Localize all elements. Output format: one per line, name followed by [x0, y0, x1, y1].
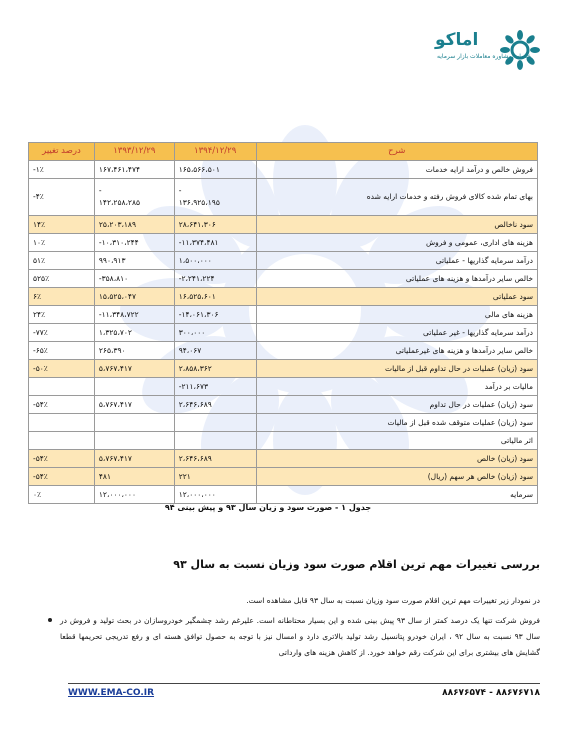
- row-value-1393: ۲۶۵،۳۹۰: [94, 342, 174, 360]
- row-value-1394: ۲۸،۶۴۱،۳۰۶: [174, 216, 256, 234]
- row-description: سود (زیان) خالص هر سهم (ریال): [256, 468, 537, 486]
- row-change-percent: -۱٪: [29, 161, 95, 179]
- table-row: [29, 486, 538, 504]
- table-row: [29, 216, 538, 234]
- row-value-1393: ۱۲،۰۰۰،۰۰۰: [94, 486, 174, 504]
- row-change-percent: ۵۲۵٪: [29, 270, 95, 288]
- row-description: خالص سایر درآمدها و هزینه های عملیاتی: [256, 270, 537, 288]
- table-row: [29, 324, 538, 342]
- header-description: شرح: [256, 143, 537, 161]
- row-value-1394: -۱۴،۰۶۱،۳۰۶: [174, 306, 256, 324]
- row-description: هزینه های اداری، عمومی و فروش: [256, 234, 537, 252]
- row-value-1394: [174, 432, 256, 450]
- table-row: [29, 360, 538, 378]
- row-change-percent: ۶٪: [29, 288, 95, 306]
- footer-website-link[interactable]: WWW.EMA-CO.IR: [68, 688, 155, 698]
- logo-tagline: خدمات مشاوره معاملات بازار سرمایه: [437, 53, 532, 60]
- logo-name: اماکو: [435, 30, 479, 50]
- row-description: درآمد سرمایه گذاریها - غیر عملیاتی: [256, 324, 537, 342]
- row-value-1393: ۱۶۷،۴۶۱،۴۷۴: [94, 161, 174, 179]
- row-value-1394: ۲،۶۴۶،۶۸۹: [174, 396, 256, 414]
- row-value-1393: ۹۹۰،۹۱۳: [94, 252, 174, 270]
- row-change-percent: [29, 414, 95, 432]
- table-row: [29, 161, 538, 179]
- row-description: سود (زیان) خالص: [256, 450, 537, 468]
- section-heading: بررسی تغییرات مهم ترین اقلام صورت سود وزیان نسبت به سال ۹۳: [173, 558, 540, 571]
- row-change-percent: -۷۷٪: [29, 324, 95, 342]
- row-value-1393: ۵،۷۶۷،۴۱۷: [94, 360, 174, 378]
- row-description: سرمایه: [256, 486, 537, 504]
- row-change-percent: ۲۴٪: [29, 306, 95, 324]
- table-row: [29, 468, 538, 486]
- row-description: سود (زیان) عملیات متوقف شده قبل از مالیات: [256, 414, 537, 432]
- row-change-percent: -۵۴٪: [29, 450, 95, 468]
- header-change-percent: درصد تغییر: [29, 143, 95, 161]
- row-value-1393: -۱۱،۳۴۸،۷۲۲: [94, 306, 174, 324]
- row-value-1394: ۱۶۵،۵۶۶،۵۰۱: [174, 161, 256, 179]
- footer-divider: [68, 683, 540, 684]
- table-row: [29, 179, 538, 216]
- table-row: [29, 234, 538, 252]
- row-change-percent: ۱۰٪: [29, 234, 95, 252]
- row-change-percent: -۵۰٪: [29, 360, 95, 378]
- row-change-percent: -۶۵٪: [29, 342, 95, 360]
- row-value-1393: [94, 414, 174, 432]
- row-description: سود عملیاتی: [256, 288, 537, 306]
- row-value-1393: -۳۵۸،۸۱۰: [94, 270, 174, 288]
- row-value-1394: [174, 414, 256, 432]
- income-statement-table: [28, 142, 538, 504]
- row-value-1394: -۱۱،۳۷۴،۴۸۱: [174, 234, 256, 252]
- header-1394: ۱۳۹۴/۱۲/۲۹: [174, 143, 256, 161]
- table-caption: جدول ۱ - صورت سود و زیان سال ۹۳ و پیش بینی ۹۴: [164, 503, 372, 512]
- row-value-1394: ۲،۶۴۶،۶۸۹: [174, 450, 256, 468]
- row-change-percent: [29, 378, 95, 396]
- row-value-1394: ۱۲،۰۰۰،۰۰۰: [174, 486, 256, 504]
- row-description: بهای تمام شده کالای فروش رفته و خدمات ارایه شده: [256, 179, 537, 216]
- row-value-1394: ۲،۸۵۸،۳۶۲: [174, 360, 256, 378]
- row-change-percent: ۱۴٪: [29, 216, 95, 234]
- row-value-1394: ۳۰۰،۰۰۰: [174, 324, 256, 342]
- row-description: اثر مالیاتی: [256, 432, 537, 450]
- table-row: [29, 270, 538, 288]
- table-row: [29, 432, 538, 450]
- footer-phone: ۸۸۶۷۶۷۱۸ - ۸۸۶۷۶۵۷۴: [442, 688, 540, 698]
- row-value-1394: ۲۲۱: [174, 468, 256, 486]
- row-value-1393: [94, 432, 174, 450]
- table-row: [29, 378, 538, 396]
- row-value-1394: -۲۱۱،۶۷۳: [174, 378, 256, 396]
- row-description: سود (زیان) عملیات در حال تداوم: [256, 396, 537, 414]
- row-value-1393: ۵،۷۶۷،۴۱۷: [94, 396, 174, 414]
- table-row: [29, 414, 538, 432]
- row-value-1393: ۲۵،۲۰۳،۱۸۹: [94, 216, 174, 234]
- table-row: [29, 252, 538, 270]
- row-value-1393: - ۱۴۲،۲۵۸،۲۸۵: [94, 179, 174, 216]
- row-description: درآمد سرمایه گذاریها - عملیاتی: [256, 252, 537, 270]
- row-description: مالیات بر درآمد: [256, 378, 537, 396]
- row-value-1393: ۱،۳۲۵،۷۰۲: [94, 324, 174, 342]
- row-value-1393: ۱۵،۵۲۵،۰۴۷: [94, 288, 174, 306]
- row-change-percent: -۵۴٪: [29, 468, 95, 486]
- section-intro: در نمودار زیر تغییرات مهم ترین اقلام صورت سود وزیان نسبت به سال ۹۳ قابل مشاهده است.: [246, 596, 540, 605]
- row-value-1394: - ۱۳۶،۹۲۵،۱۹۵: [174, 179, 256, 216]
- row-value-1393: ۵،۷۶۷،۴۱۷: [94, 450, 174, 468]
- table-row: [29, 342, 538, 360]
- table-row: [29, 288, 538, 306]
- table-row: [29, 450, 538, 468]
- row-change-percent: ۵۱٪: [29, 252, 95, 270]
- row-value-1394: ۱۶،۵۲۵،۶۰۱: [174, 288, 256, 306]
- row-description: سود ناخالص: [256, 216, 537, 234]
- row-value-1393: -۱۰،۳۱۰،۲۴۴: [94, 234, 174, 252]
- header-1393: ۱۳۹۳/۱۲/۲۹: [94, 143, 174, 161]
- row-value-1394: ۱،۵۰۰،۰۰۰: [174, 252, 256, 270]
- row-value-1393: ۴۸۱: [94, 468, 174, 486]
- row-change-percent: -۴٪: [29, 179, 95, 216]
- row-value-1394: -۲،۲۴۱،۲۲۴: [174, 270, 256, 288]
- row-change-percent: ۰٪: [29, 486, 95, 504]
- row-value-1394: ۹۴،۰۶۷: [174, 342, 256, 360]
- row-change-percent: [29, 432, 95, 450]
- table-row: [29, 306, 538, 324]
- row-change-percent: -۵۴٪: [29, 396, 95, 414]
- bullet-icon: [48, 618, 52, 622]
- row-description: هزینه های مالی: [256, 306, 537, 324]
- row-description: خالص سایر درآمدها و هزینه های غیرعملیاتی: [256, 342, 537, 360]
- bullet-paragraph: فروش شرکت تنها یک درصد کمتر از سال ۹۳ پیش بینی شده و این بسیار محتاطانه است. علیرغم رشد چشمگیر خودروسازان در بحث تولید و فروش در سال ۹۳ نسبت به سال ۹۲ ، ایران خودرو پتانسیل رشد تولید بالاتری دارد و امسال نیز با توجه به حصول توافق هسته ای و رفع تدریجی تحریمها قطعا گشایش های بیشتری برای این شرکت رقم خواهد خورد. از کاهش هزینه های وارداتی: [60, 616, 540, 657]
- row-value-1393: [94, 378, 174, 396]
- row-description: سود (زیان) عملیات در حال تداوم قبل از مالیات: [256, 360, 537, 378]
- table-row: [29, 396, 538, 414]
- row-description: فروش خالص و درآمد ارایه خدمات: [256, 161, 537, 179]
- table-header-row: [29, 143, 538, 161]
